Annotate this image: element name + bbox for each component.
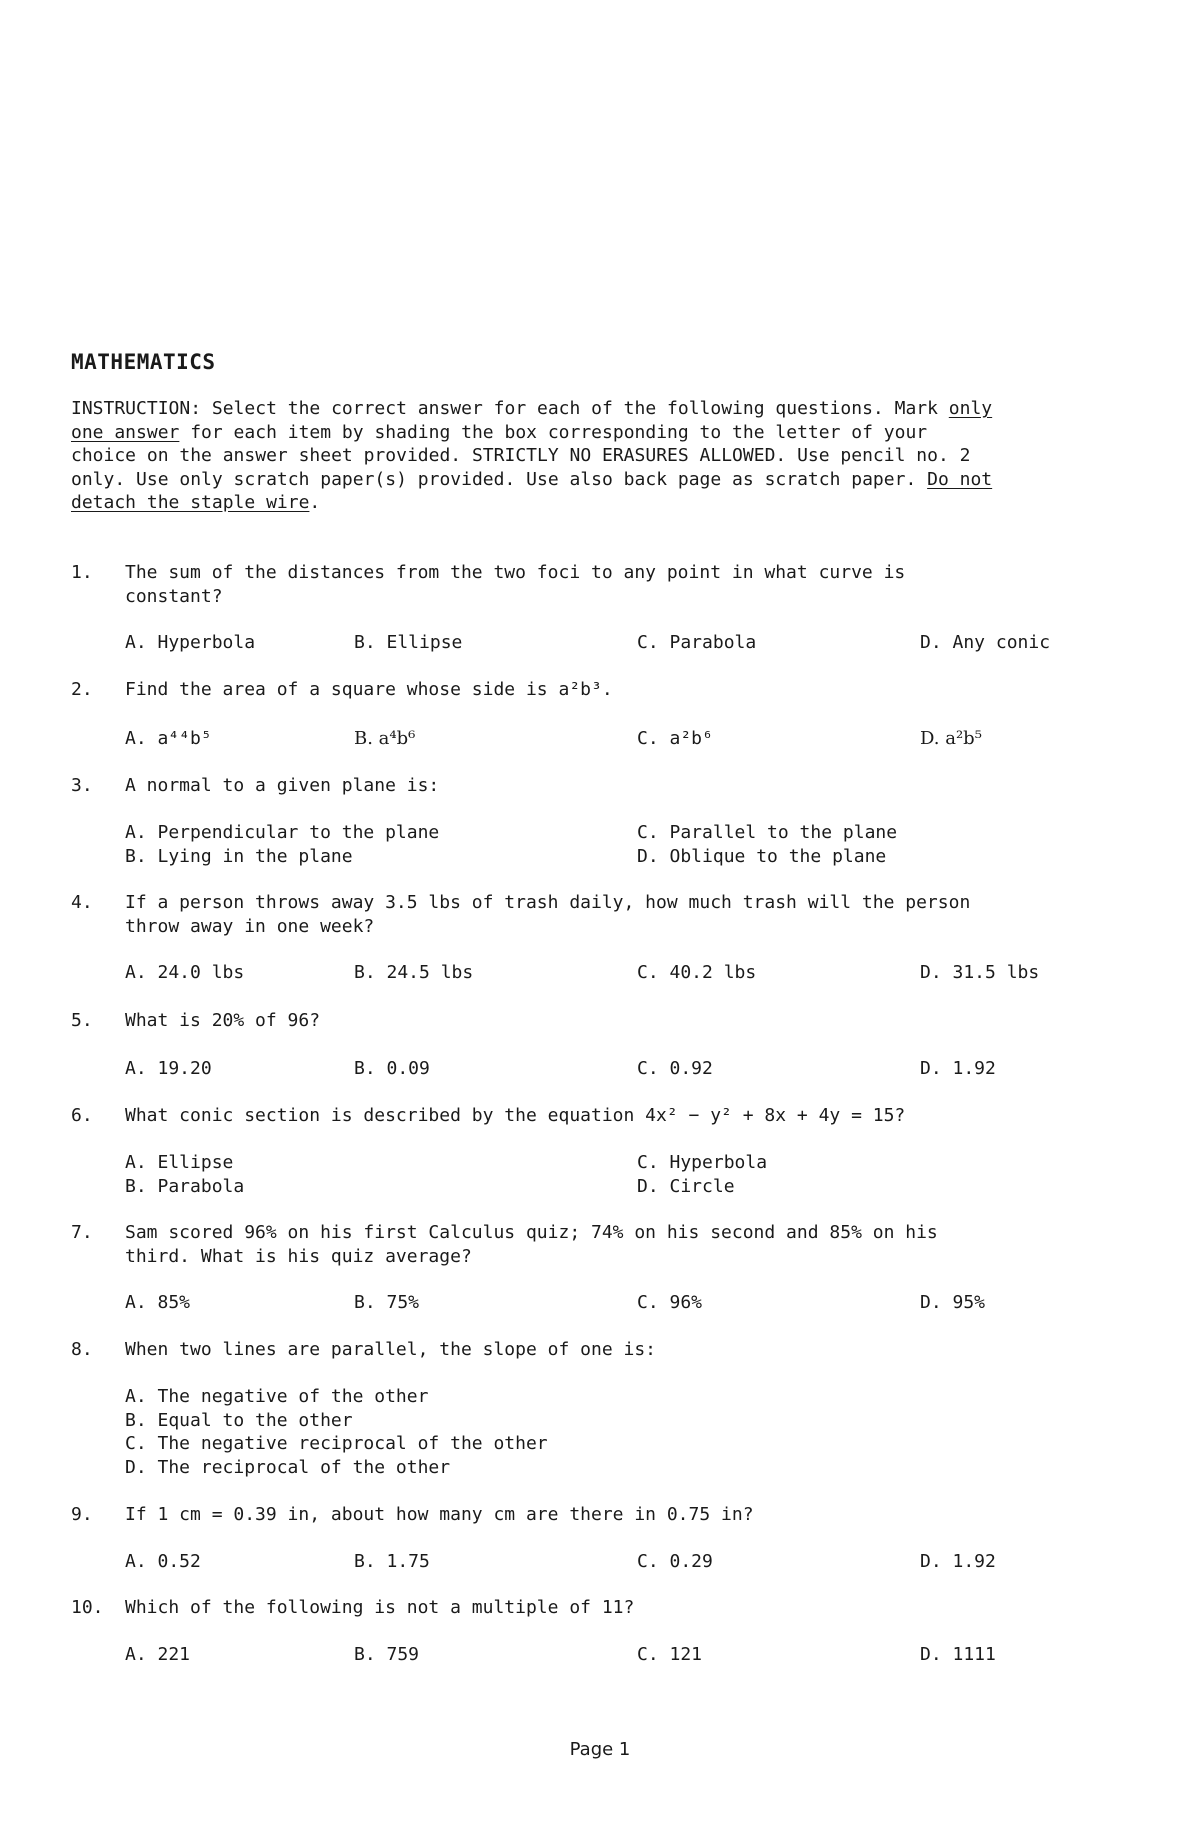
options-row (125, 1456, 1125, 1480)
question-number: 3. (71, 775, 93, 796)
option-c: C. The negative reciprocal of the other (125, 1433, 548, 1454)
options-row (125, 1057, 1125, 1081)
question-number: 8. (71, 1339, 93, 1360)
options-row (125, 821, 1125, 845)
option-d: D. 31.5 lbs (920, 962, 1040, 983)
option-a: A. Ellipse (125, 1152, 234, 1173)
option-c: C. Parabola (637, 632, 757, 653)
instruction-line: choice on the answer sheet provided. STRICTLY NO ERASURES ALLOWED. Use pencil no. 2 (71, 445, 971, 466)
instruction-text: INSTRUCTION: Select the correct answer for each of the following questions. Mark (71, 398, 949, 419)
question-text (125, 891, 1125, 938)
option-b: B. 759 (354, 1644, 420, 1665)
question-line: Sam scored 96% on his first Calculus quiz; 74% on his second and 85% on his (125, 1222, 938, 1243)
question-line: The sum of the distances from the two foci to any point in what curve is (125, 562, 906, 583)
options-row (125, 1432, 1125, 1456)
question-line: third. What is his quiz average? (125, 1245, 472, 1267)
option-b: B. a⁴b⁶ (354, 728, 416, 749)
question-number: 2. (71, 679, 93, 700)
option-d: D. Oblique to the plane (637, 845, 887, 867)
instruction-emphasis: detach the staple wire (71, 492, 310, 513)
question-line: Which of the following is not a multiple of 11? (125, 1597, 635, 1618)
options-row (125, 631, 1125, 655)
question-text (125, 774, 1125, 798)
instruction-text: for each item by shading the box corresponding to the letter of your (179, 421, 928, 443)
options-row (125, 1291, 1125, 1315)
option-a: A. 0.52 (125, 1551, 201, 1572)
option-b: B. Ellipse (354, 632, 463, 653)
page-number: Page 1 (569, 1739, 631, 1760)
option-c: C. 121 (637, 1644, 703, 1665)
instruction-line (71, 491, 1131, 515)
page-title: MATHEMATICS (71, 350, 216, 374)
question-number: 9. (71, 1504, 93, 1525)
option-a: A. 24.0 lbs (125, 962, 245, 983)
options-row (125, 1385, 1125, 1409)
option-d: D. a²b⁵ (920, 728, 982, 749)
options-row (125, 1409, 1125, 1433)
question-line: If 1 cm = 0.39 in, about how many cm are there in 0.75 in? (125, 1504, 754, 1525)
option-c: C. Hyperbola (637, 1152, 768, 1173)
option-c: C. a²b⁶ (637, 728, 713, 749)
option-c: C. 0.29 (637, 1551, 713, 1572)
option-a: A. a⁴⁴b⁵ (125, 728, 212, 749)
question-line: A normal to a given plane is: (125, 775, 440, 796)
options-row (125, 1175, 1125, 1199)
option-b: B. Equal to the other (125, 1409, 353, 1431)
option-b: B. Parabola (125, 1175, 245, 1197)
question-line: What conic section is described by the equation 4x² − y² + 8x + 4y = 15? (125, 1105, 906, 1126)
options-row (125, 1151, 1125, 1175)
options-row (125, 961, 1125, 985)
option-a: A. The negative of the other (125, 1386, 429, 1407)
option-d: D. 95% (920, 1292, 986, 1313)
option-b: B. 75% (354, 1292, 420, 1313)
question-text (125, 1338, 1125, 1362)
option-d: D. 1.92 (920, 1551, 996, 1572)
question-text (125, 561, 1125, 608)
option-c: C. 0.92 (637, 1058, 713, 1079)
options-row (125, 1550, 1125, 1574)
question-text (125, 678, 1125, 702)
question-number: 1. (71, 562, 93, 583)
instruction-emphasis: only (948, 398, 993, 419)
question-number: 7. (71, 1222, 93, 1243)
option-d: D. Circle (637, 1175, 735, 1197)
option-d: D. Any conic (920, 632, 1051, 653)
option-c: C. 40.2 lbs (637, 962, 757, 983)
instruction-line (71, 468, 1131, 492)
option-a: A. Hyperbola (125, 632, 256, 653)
question-line: When two lines are parallel, the slope of one is: (125, 1339, 657, 1360)
instruction-emphasis: Do not (927, 468, 993, 490)
option-b: B. 0.09 (354, 1058, 430, 1079)
instruction-text: only. Use only scratch paper(s) provided. Use also back page as scratch paper. (71, 468, 928, 490)
question-number: 10. (71, 1597, 104, 1618)
question-line: throw away in one week? (125, 915, 375, 937)
question-line: constant? (125, 585, 223, 607)
question-number: 4. (71, 892, 93, 913)
question-number: 6. (71, 1105, 93, 1126)
options-grid (125, 821, 1125, 868)
options-list (125, 1385, 1125, 1479)
option-a: A. 221 (125, 1644, 191, 1665)
option-d: D. 1111 (920, 1644, 996, 1665)
option-a: A. Perpendicular to the plane (125, 822, 440, 843)
options-row (125, 845, 1125, 869)
option-d: D. 1.92 (920, 1058, 996, 1079)
instruction-emphasis: one answer (71, 421, 180, 443)
question-text (125, 1503, 1125, 1527)
option-d: D. The reciprocal of the other (125, 1456, 451, 1478)
options-row (125, 727, 1125, 751)
option-a: A. 19.20 (125, 1058, 212, 1079)
option-a: A. 85% (125, 1292, 191, 1313)
instruction-line (71, 421, 1131, 445)
option-b: B. Lying in the plane (125, 845, 353, 867)
question-line: If a person throws away 3.5 lbs of trash daily, how much trash will the person (125, 892, 971, 913)
instruction-line (71, 397, 1131, 421)
question-text (125, 1221, 1125, 1268)
instruction-text: . (309, 492, 321, 513)
options-row (125, 1643, 1125, 1667)
question-line: What is 20% of 96? (125, 1010, 321, 1031)
question-text (125, 1104, 1125, 1128)
instruction-block (71, 397, 1131, 515)
question-text (125, 1596, 1125, 1620)
option-c: C. Parallel to the plane (637, 822, 898, 843)
question-number: 5. (71, 1010, 93, 1031)
options-grid (125, 1151, 1125, 1198)
option-c: C. 96% (637, 1292, 703, 1313)
question-line: Find the area of a square whose side is a²b³. (125, 679, 613, 700)
option-b: B. 1.75 (354, 1551, 430, 1572)
option-b: B. 24.5 lbs (354, 962, 474, 983)
question-text (125, 1009, 1125, 1033)
